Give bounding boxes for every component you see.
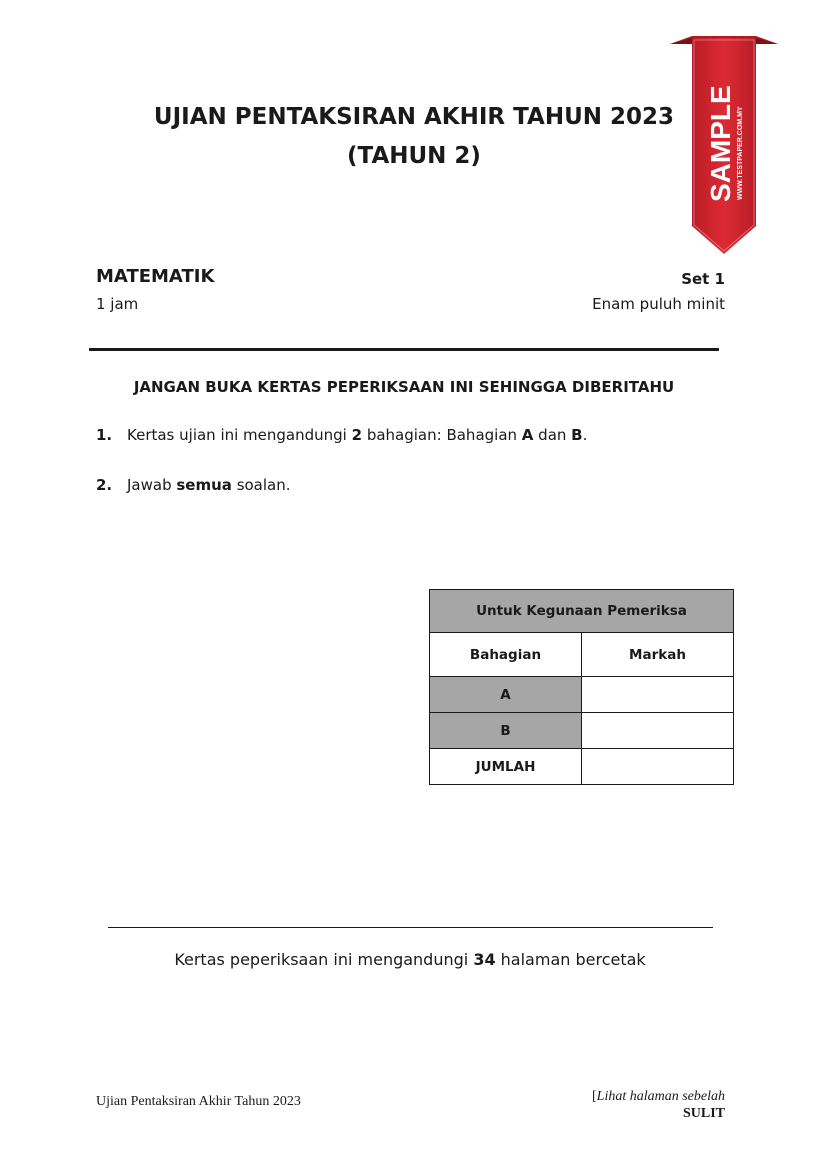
section-count: 2 <box>351 426 363 444</box>
mark-cell <box>582 749 734 785</box>
divider-thick <box>89 348 719 351</box>
confidential-label: SULIT <box>682 1106 725 1121</box>
section-cell: B <box>430 713 582 749</box>
next-page-note: Lihat halaman sebelah <box>596 1089 725 1104</box>
duration-words: Enam puluh minit <box>592 295 725 313</box>
paper-grade: (TAHUN 2) <box>347 143 481 169</box>
column-header-section: Bahagian <box>430 633 582 677</box>
set-label: Set 1 <box>681 270 725 288</box>
column-header-mark: Markah <box>582 633 734 677</box>
page-count-statement: Kertas peperiksaan ini mengandungi 34 halaman bercetak <box>174 950 646 969</box>
table-row <box>430 749 734 785</box>
page-count: 34 <box>473 950 496 969</box>
warning-text: JANGAN BUKA KERTAS PEPERIKSAAN INI SEHINGGA DIBERITAHU <box>133 378 675 396</box>
section-a-label: A <box>521 426 534 444</box>
total-cell: JUMLAH <box>430 749 582 785</box>
mark-cell <box>582 713 734 749</box>
section-b-label: B <box>571 426 583 444</box>
subject-name: MATEMATIK <box>96 266 215 287</box>
footer-exam-name: Ujian Pentaksiran Akhir Tahun 2023 <box>96 1094 301 1109</box>
examiner-marks-table <box>429 589 734 785</box>
instruction-number: 2. <box>96 476 113 494</box>
emphasis-word: semua <box>176 476 232 494</box>
divider-thin <box>108 927 713 928</box>
duration: 1 jam <box>96 295 139 313</box>
table-row <box>430 713 734 749</box>
instruction-1: 1. Kertas ujian ini mengandungi 2 bahagian: Bahagian A dan B. <box>96 426 588 444</box>
paper-title: UJIAN PENTAKSIRAN AKHIR TAHUN 2023 <box>153 104 675 130</box>
ribbon-url-text: WWW.TESTPAPER.COM.MY <box>737 106 744 200</box>
sample-ribbon <box>664 30 784 262</box>
footer-right: [Lihat halaman sebelah SULIT <box>591 1089 725 1121</box>
mark-cell <box>582 677 734 713</box>
instruction-number: 1. <box>96 426 113 444</box>
examiner-table-title: Untuk Kegunaan Pemeriksa <box>430 590 734 633</box>
section-cell: A <box>430 677 582 713</box>
ribbon-sample-text: SAMPLE <box>705 85 736 202</box>
instruction-2: 2. Jawab semua soalan. <box>96 476 291 494</box>
table-row <box>430 677 734 713</box>
